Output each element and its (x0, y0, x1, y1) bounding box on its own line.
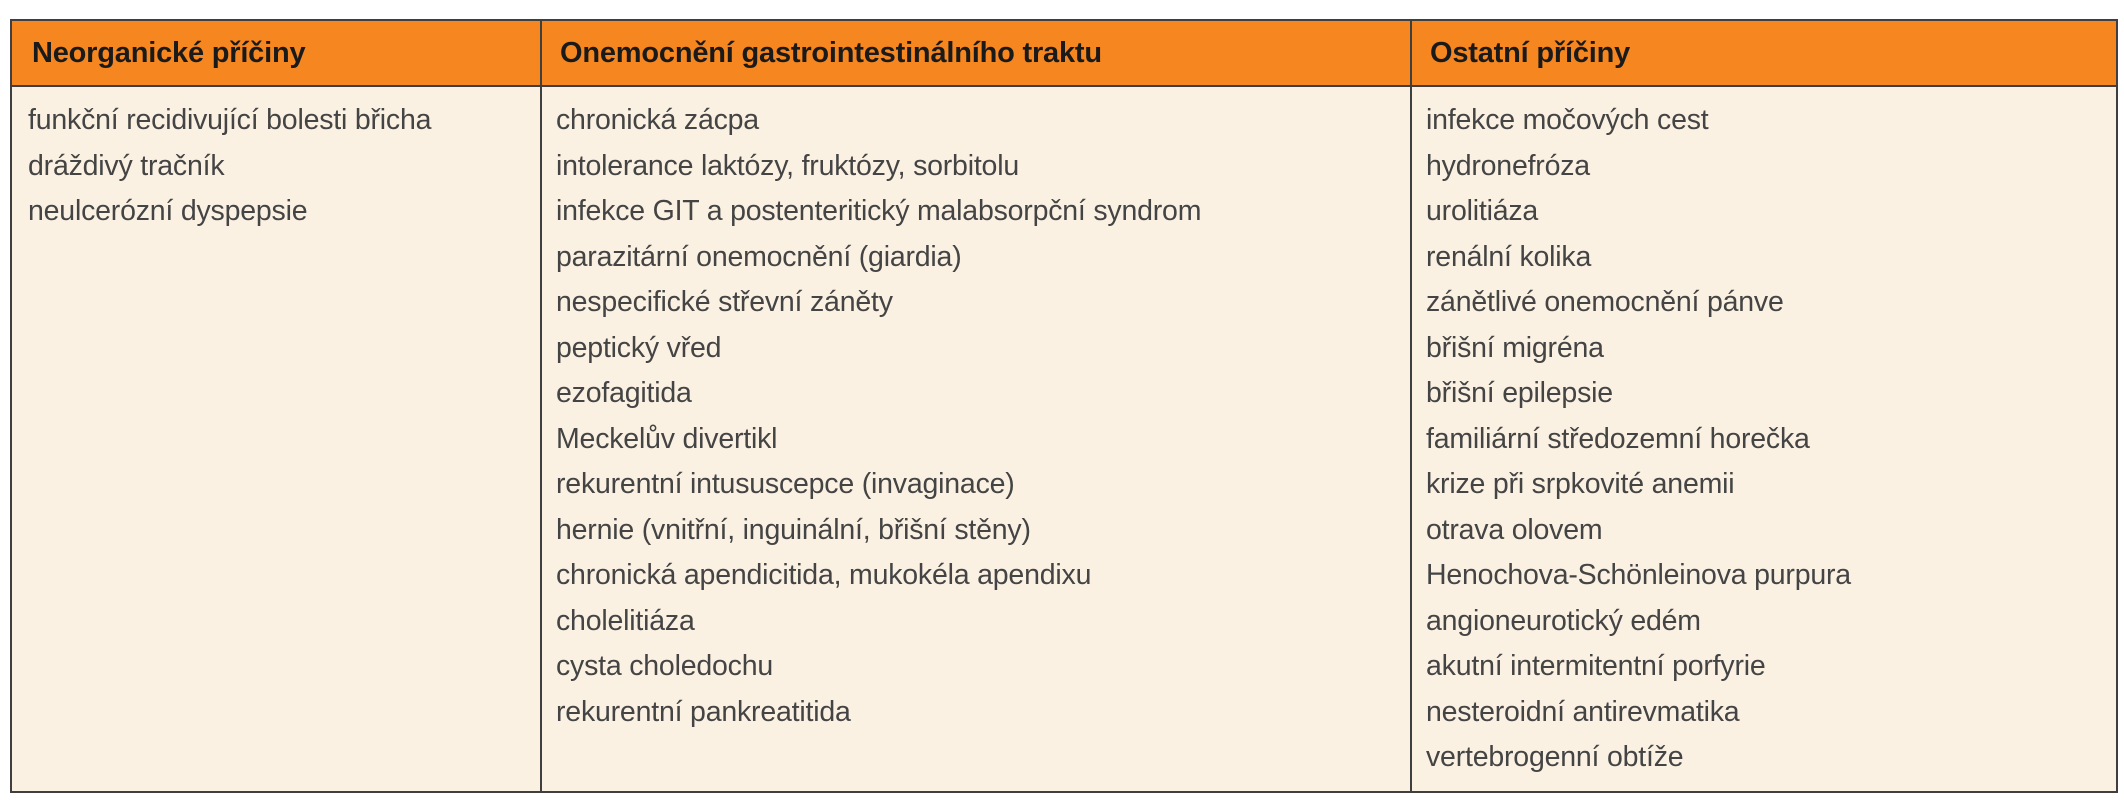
list-item: Meckelův divertikl (556, 422, 778, 455)
list-item: rekurentní intususcepce (invaginace) (556, 468, 1015, 500)
list-item: nespecifické střevní záněty (556, 286, 893, 318)
list-item: intolerance laktózy, fruktózy, sorbitolu (556, 149, 1019, 182)
list-item: akutní intermitentní porfyrie (1426, 650, 1766, 682)
list-item: dráždivý tračník (28, 149, 225, 182)
list-item: funkční recidivující bolesti břicha (28, 104, 432, 136)
list-item: familiární středozemní horečka (1426, 422, 1810, 455)
list-item: infekce GIT a postenteritický malabsorpční syndrom (556, 195, 1202, 227)
list-item: břišní migréna (1426, 331, 1604, 364)
column-divider (1410, 21, 1412, 791)
list-item: infekce močových cest (1426, 104, 1709, 136)
table-header-row (12, 21, 2116, 87)
list-item: krize při srpkovité anemii (1426, 468, 1735, 500)
list-item: chronická zácpa (556, 104, 759, 136)
list-item: Henochova-Schönleinova purpura (1426, 559, 1851, 591)
header-gi-diseases: Onemocnění gastrointestinálního traktu (560, 37, 1102, 69)
column-divider (540, 21, 542, 791)
list-item: neulcerózní dyspepsie (28, 195, 308, 227)
list-item: cholelitiáza (556, 604, 695, 637)
header-nonorganic-causes: Neorganické příčiny (32, 37, 306, 69)
list-item: rekurentní pankreatitida (556, 695, 851, 728)
list-item: zánětlivé onemocnění pánve (1426, 286, 1784, 318)
list-item: otrava olovem (1426, 513, 1603, 546)
column-gi-diseases (556, 98, 1201, 735)
list-item: chronická apendicitida, mukokéla apendixu (556, 559, 1092, 591)
list-item: hernie (vnitřní, inguinální, břišní stěny) (556, 513, 1031, 546)
list-item: vertebrogenní obtíže (1426, 741, 1684, 773)
list-item: břišní epilepsie (1426, 377, 1613, 409)
list-item: ezofagitida (556, 377, 692, 409)
column-nonorganic-causes (28, 98, 431, 235)
list-item: urolitiáza (1426, 195, 1539, 227)
list-item: angioneurotický edém (1426, 604, 1701, 637)
list-item: renální kolika (1426, 240, 1592, 273)
list-item: nesteroidní antirevmatika (1426, 695, 1740, 728)
list-item: peptický vřed (556, 331, 722, 364)
header-other-causes: Ostatní příčiny (1430, 37, 1631, 69)
list-item: cysta choledochu (556, 650, 774, 682)
list-item: parazitární onemocnění (giardia) (556, 240, 962, 273)
column-other-causes (1426, 98, 1851, 781)
causes-table (10, 19, 2118, 793)
list-item: hydronefróza (1426, 149, 1590, 182)
